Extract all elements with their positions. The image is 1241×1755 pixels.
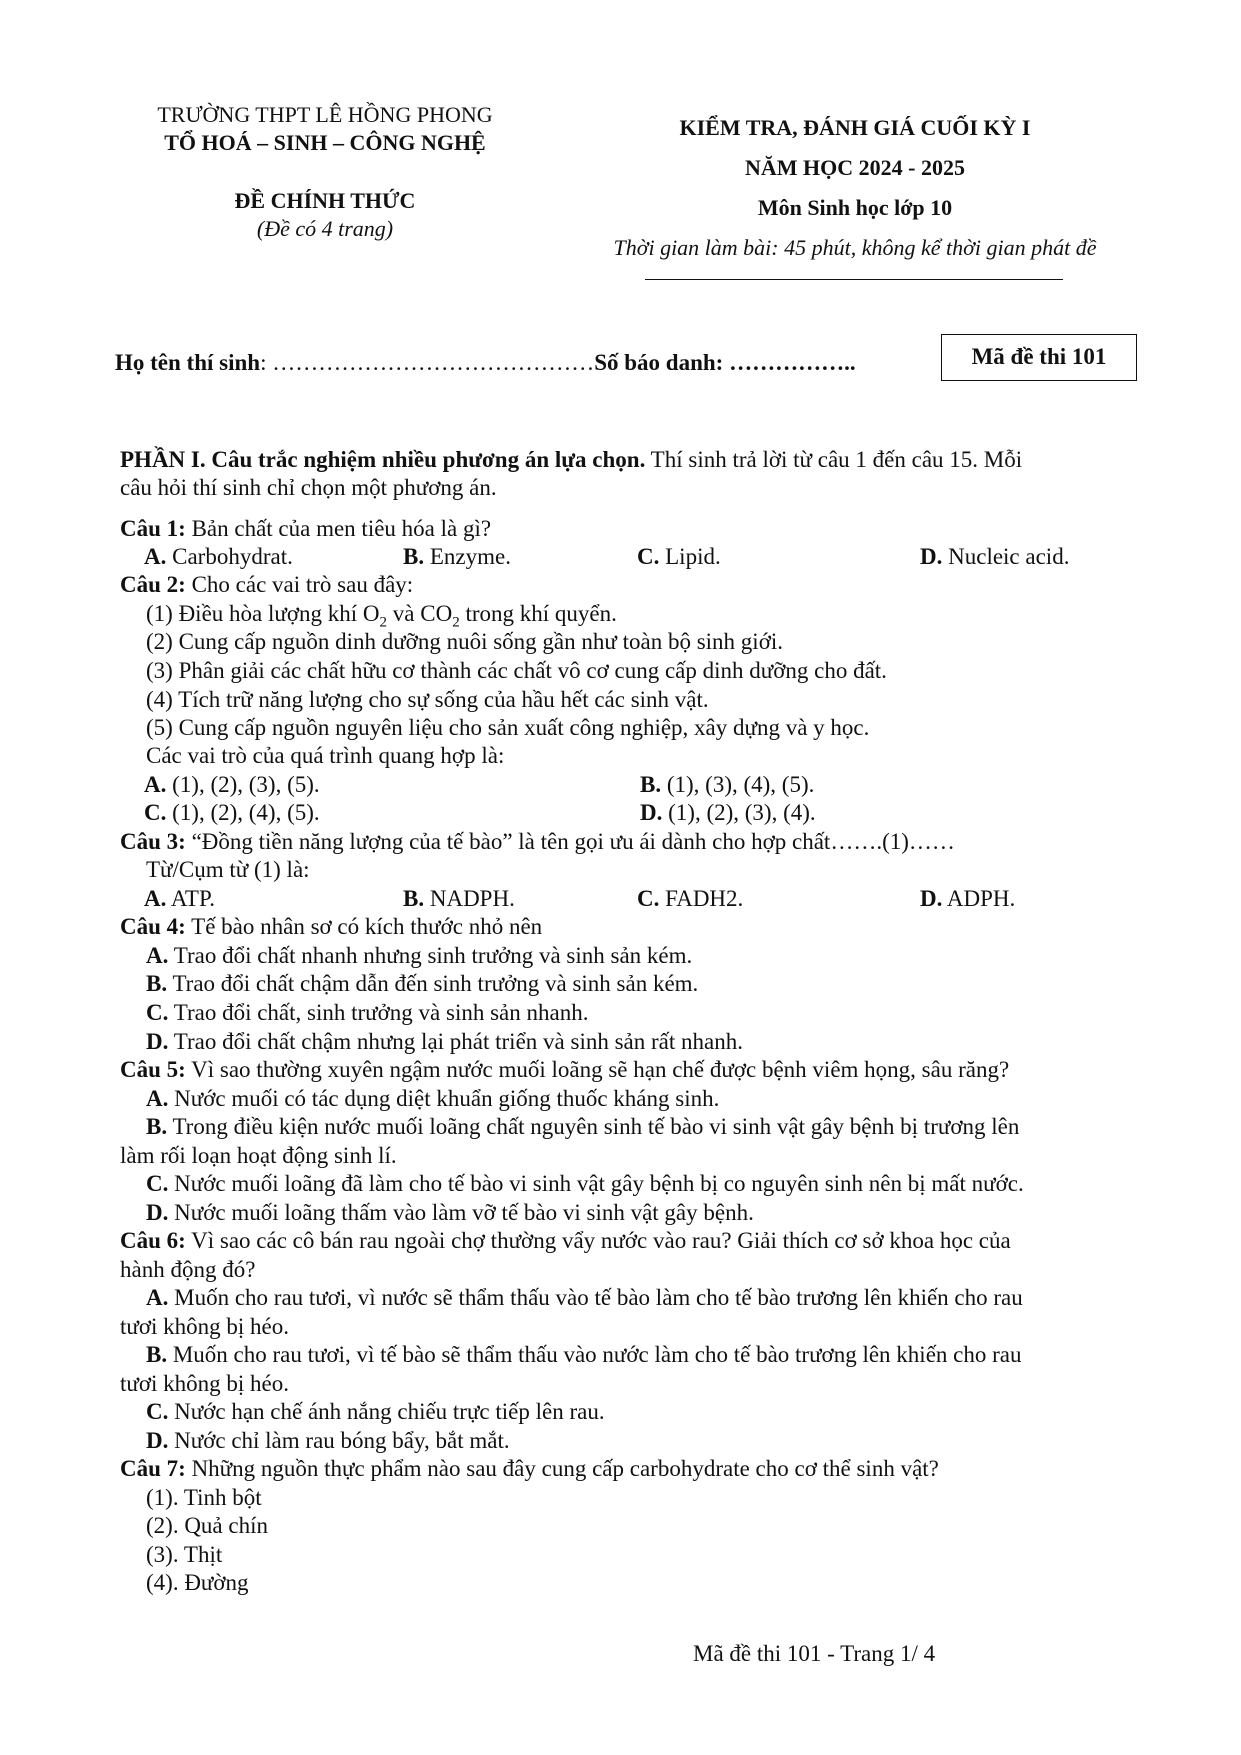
q1-option-b: Enzyme. bbox=[429, 544, 511, 569]
school-year: NĂM HỌC 2024 - 2025 bbox=[745, 155, 965, 180]
header-divider bbox=[645, 279, 1063, 280]
candidate-id-label: Số báo danh: …………….. bbox=[594, 350, 856, 375]
exam-code-box bbox=[941, 334, 1137, 381]
q5-option-b: B. Trong điều kiện nước muối loãng chất nguyên sinh tế bào vi sinh vật gây bệnh bị trương lên bbox=[146, 1114, 1020, 1139]
q6-label: Câu 6: bbox=[120, 1228, 186, 1253]
q3-option-b: NADPH. bbox=[429, 886, 515, 911]
question-7 bbox=[120, 1455, 1122, 1483]
q1-option-c: Lipid. bbox=[665, 544, 721, 569]
q5-option-b-cont: làm rối loạn hoạt động sinh lí. bbox=[120, 1143, 397, 1168]
q6-option-a: A. Muốn cho rau tươi, vì nước sẽ thẩm thấu vào tế bào làm cho tế bào trương lên khiến cho rau bbox=[146, 1285, 1023, 1310]
part1-instruction-2: câu hỏi thí sinh chỉ chọn một phương án. bbox=[120, 475, 497, 500]
q2-option-a: (1), (2), (3), (5). bbox=[172, 772, 320, 797]
q2-option-b: (1), (3), (4), (5). bbox=[666, 772, 815, 797]
q4-option-c: C. Trao đổi chất, sinh trưởng và sinh sản nhanh. bbox=[146, 1000, 589, 1025]
name-label: Họ tên thí sinh bbox=[115, 350, 261, 375]
q5-text: Vì sao thường xuyên ngậm nước muối loãng sẽ hạn chế được bệnh viêm họng, sâu răng? bbox=[185, 1057, 1010, 1082]
q6-option-a-cont: tươi không bị héo. bbox=[120, 1314, 290, 1339]
exam-time: Thời gian làm bài: 45 phút, không kể thời gian phát đề bbox=[613, 235, 1097, 260]
department-name: TỔ HOÁ – SINH – CÔNG NGHỆ bbox=[164, 130, 486, 155]
q2-statement-1: (1) Điều hòa lượng khí $O_2$ và $CO_2$ trong khí quyển. bbox=[146, 601, 617, 631]
q3-option-d: ADPH. bbox=[946, 886, 1016, 911]
official-label: ĐỀ CHÍNH THỨC bbox=[234, 188, 416, 213]
question-6 bbox=[120, 1227, 1122, 1255]
q2-statement-4: (4) Tích trữ năng lượng cho sự sống của hầu hết các sinh vật. bbox=[146, 687, 709, 712]
q7-text: Những nguồn thực phẩm nào sau đây cung cấp carbohydrate cho cơ thể sinh vật? bbox=[185, 1456, 939, 1481]
q2-question: Các vai trò của quá trình quang hợp là: bbox=[146, 743, 505, 768]
q3-text: “Đồng tiền năng lượng của tế bào” là tên gọi ưu ái dành cho hợp chất…….(1)…… bbox=[185, 829, 955, 854]
question-5 bbox=[120, 1056, 1122, 1084]
q3-option-c: FADH2. bbox=[665, 886, 744, 911]
part1-title: PHẦN I. Câu trắc nghiệm nhiều phương án lựa chọn. bbox=[120, 447, 646, 472]
q7-item-2: (2). Quả chín bbox=[146, 1513, 268, 1538]
question-1 bbox=[120, 515, 1122, 543]
school-name: TRƯỜNG THPT LÊ HỒNG PHONG bbox=[157, 102, 493, 127]
q2-option-d: (1), (2), (3), (4). bbox=[668, 800, 816, 825]
q1-text: Bản chất của men tiêu hóa là gì? bbox=[185, 516, 492, 541]
part1-instruction: Thí sinh trả lời từ câu 1 đến câu 15. Mỗi bbox=[645, 447, 1023, 472]
q6-text: Vì sao các cô bán rau ngoài chợ thường vẩy nước vào rau? Giải thích cơ sở khoa học của bbox=[185, 1228, 1011, 1253]
q6-text-cont: hành động đó? bbox=[120, 1257, 256, 1282]
exam-title: KIỂM TRA, ĐÁNH GIÁ CUỐI KỲ I bbox=[679, 115, 1031, 140]
q5-option-a: A. Nước muối có tác dụng diệt khuẩn giống thuốc kháng sinh. bbox=[146, 1086, 720, 1111]
q2-label: Câu 2: bbox=[120, 572, 186, 597]
q1-option-d: Nucleic acid. bbox=[948, 544, 1070, 569]
q5-option-c: C. Nước muối loãng đã làm cho tế bào vi sinh vật gây bệnh bị co nguyên sinh nên bị mất nước. bbox=[146, 1171, 1024, 1196]
q3-subtext: Từ/Cụm từ (1) là: bbox=[146, 857, 310, 882]
q2-statement-5: (5) Cung cấp nguồn nguyên liệu cho sản xuất công nghiệp, xây dựng và y học. bbox=[146, 715, 870, 740]
subject: Môn Sinh học lớp 10 bbox=[757, 195, 953, 220]
q7-item-3: (3). Thịt bbox=[146, 1542, 223, 1567]
q5-label: Câu 5: bbox=[120, 1057, 186, 1082]
q6-option-c: C. Nước hạn chế ánh nắng chiếu trực tiếp lên rau. bbox=[146, 1399, 605, 1424]
name-dots: : …………………………………… bbox=[260, 350, 595, 375]
q6-option-b-cont: tươi không bị héo. bbox=[120, 1371, 290, 1396]
q2-text: Cho các vai trò sau đây: bbox=[185, 572, 414, 597]
q1-option-a: Carbohydrat. bbox=[172, 544, 293, 569]
q7-label: Câu 7: bbox=[120, 1456, 186, 1481]
q2-statement-3: (3) Phân giải các chất hữu cơ thành các chất vô cơ cung cấp dinh dưỡng cho đất. bbox=[146, 658, 887, 683]
q4-option-b: B. Trao đổi chất chậm dẫn đến sinh trưởng và sinh sản kém. bbox=[146, 971, 699, 996]
q3-option-a: ATP. bbox=[170, 886, 215, 911]
page-footer: Mã đề thi 101 - Trang 1/ 4 bbox=[693, 1641, 936, 1666]
part1-heading bbox=[120, 446, 1122, 474]
q3-label: Câu 3: bbox=[120, 829, 186, 854]
q4-text: Tế bào nhân sơ có kích thước nhỏ nên bbox=[185, 914, 543, 939]
q4-label: Câu 4: bbox=[120, 914, 186, 939]
q6-option-b: B. Muốn cho rau tươi, vì tế bào sẽ thẩm thấu vào nước làm cho tế bào trương lên khiến cho rau bbox=[146, 1342, 1022, 1367]
q2-statement-2: (2) Cung cấp nguồn dinh dưỡng nuôi sống gần như toàn bộ sinh giới. bbox=[146, 629, 783, 654]
question-4 bbox=[120, 913, 1122, 941]
q7-item-1: (1). Tinh bột bbox=[146, 1485, 262, 1510]
q6-option-d: D. Nước chỉ làm rau bóng bẩy, bắt mắt. bbox=[146, 1428, 510, 1453]
q4-option-d: D. Trao đổi chất chậm nhưng lại phát triển và sinh sản rất nhanh. bbox=[146, 1029, 743, 1054]
q4-option-a: A. Trao đổi chất nhanh nhưng sinh trưởng và sinh sản kém. bbox=[146, 943, 693, 968]
q2-option-c: (1), (2), (4), (5). bbox=[172, 800, 320, 825]
candidate-line bbox=[115, 349, 856, 377]
pages-note: (Đề có 4 trang) bbox=[256, 216, 394, 241]
q5-option-d: D. Nước muối loãng thấm vào làm vỡ tế bào vi sinh vật gây bệnh. bbox=[146, 1200, 754, 1225]
exam-code: Mã đề thi 101 bbox=[971, 344, 1107, 369]
question-2 bbox=[120, 571, 1122, 599]
q7-item-4: (4). Đường bbox=[146, 1570, 249, 1595]
q1-label: Câu 1: bbox=[120, 516, 186, 541]
question-3 bbox=[120, 828, 1122, 856]
